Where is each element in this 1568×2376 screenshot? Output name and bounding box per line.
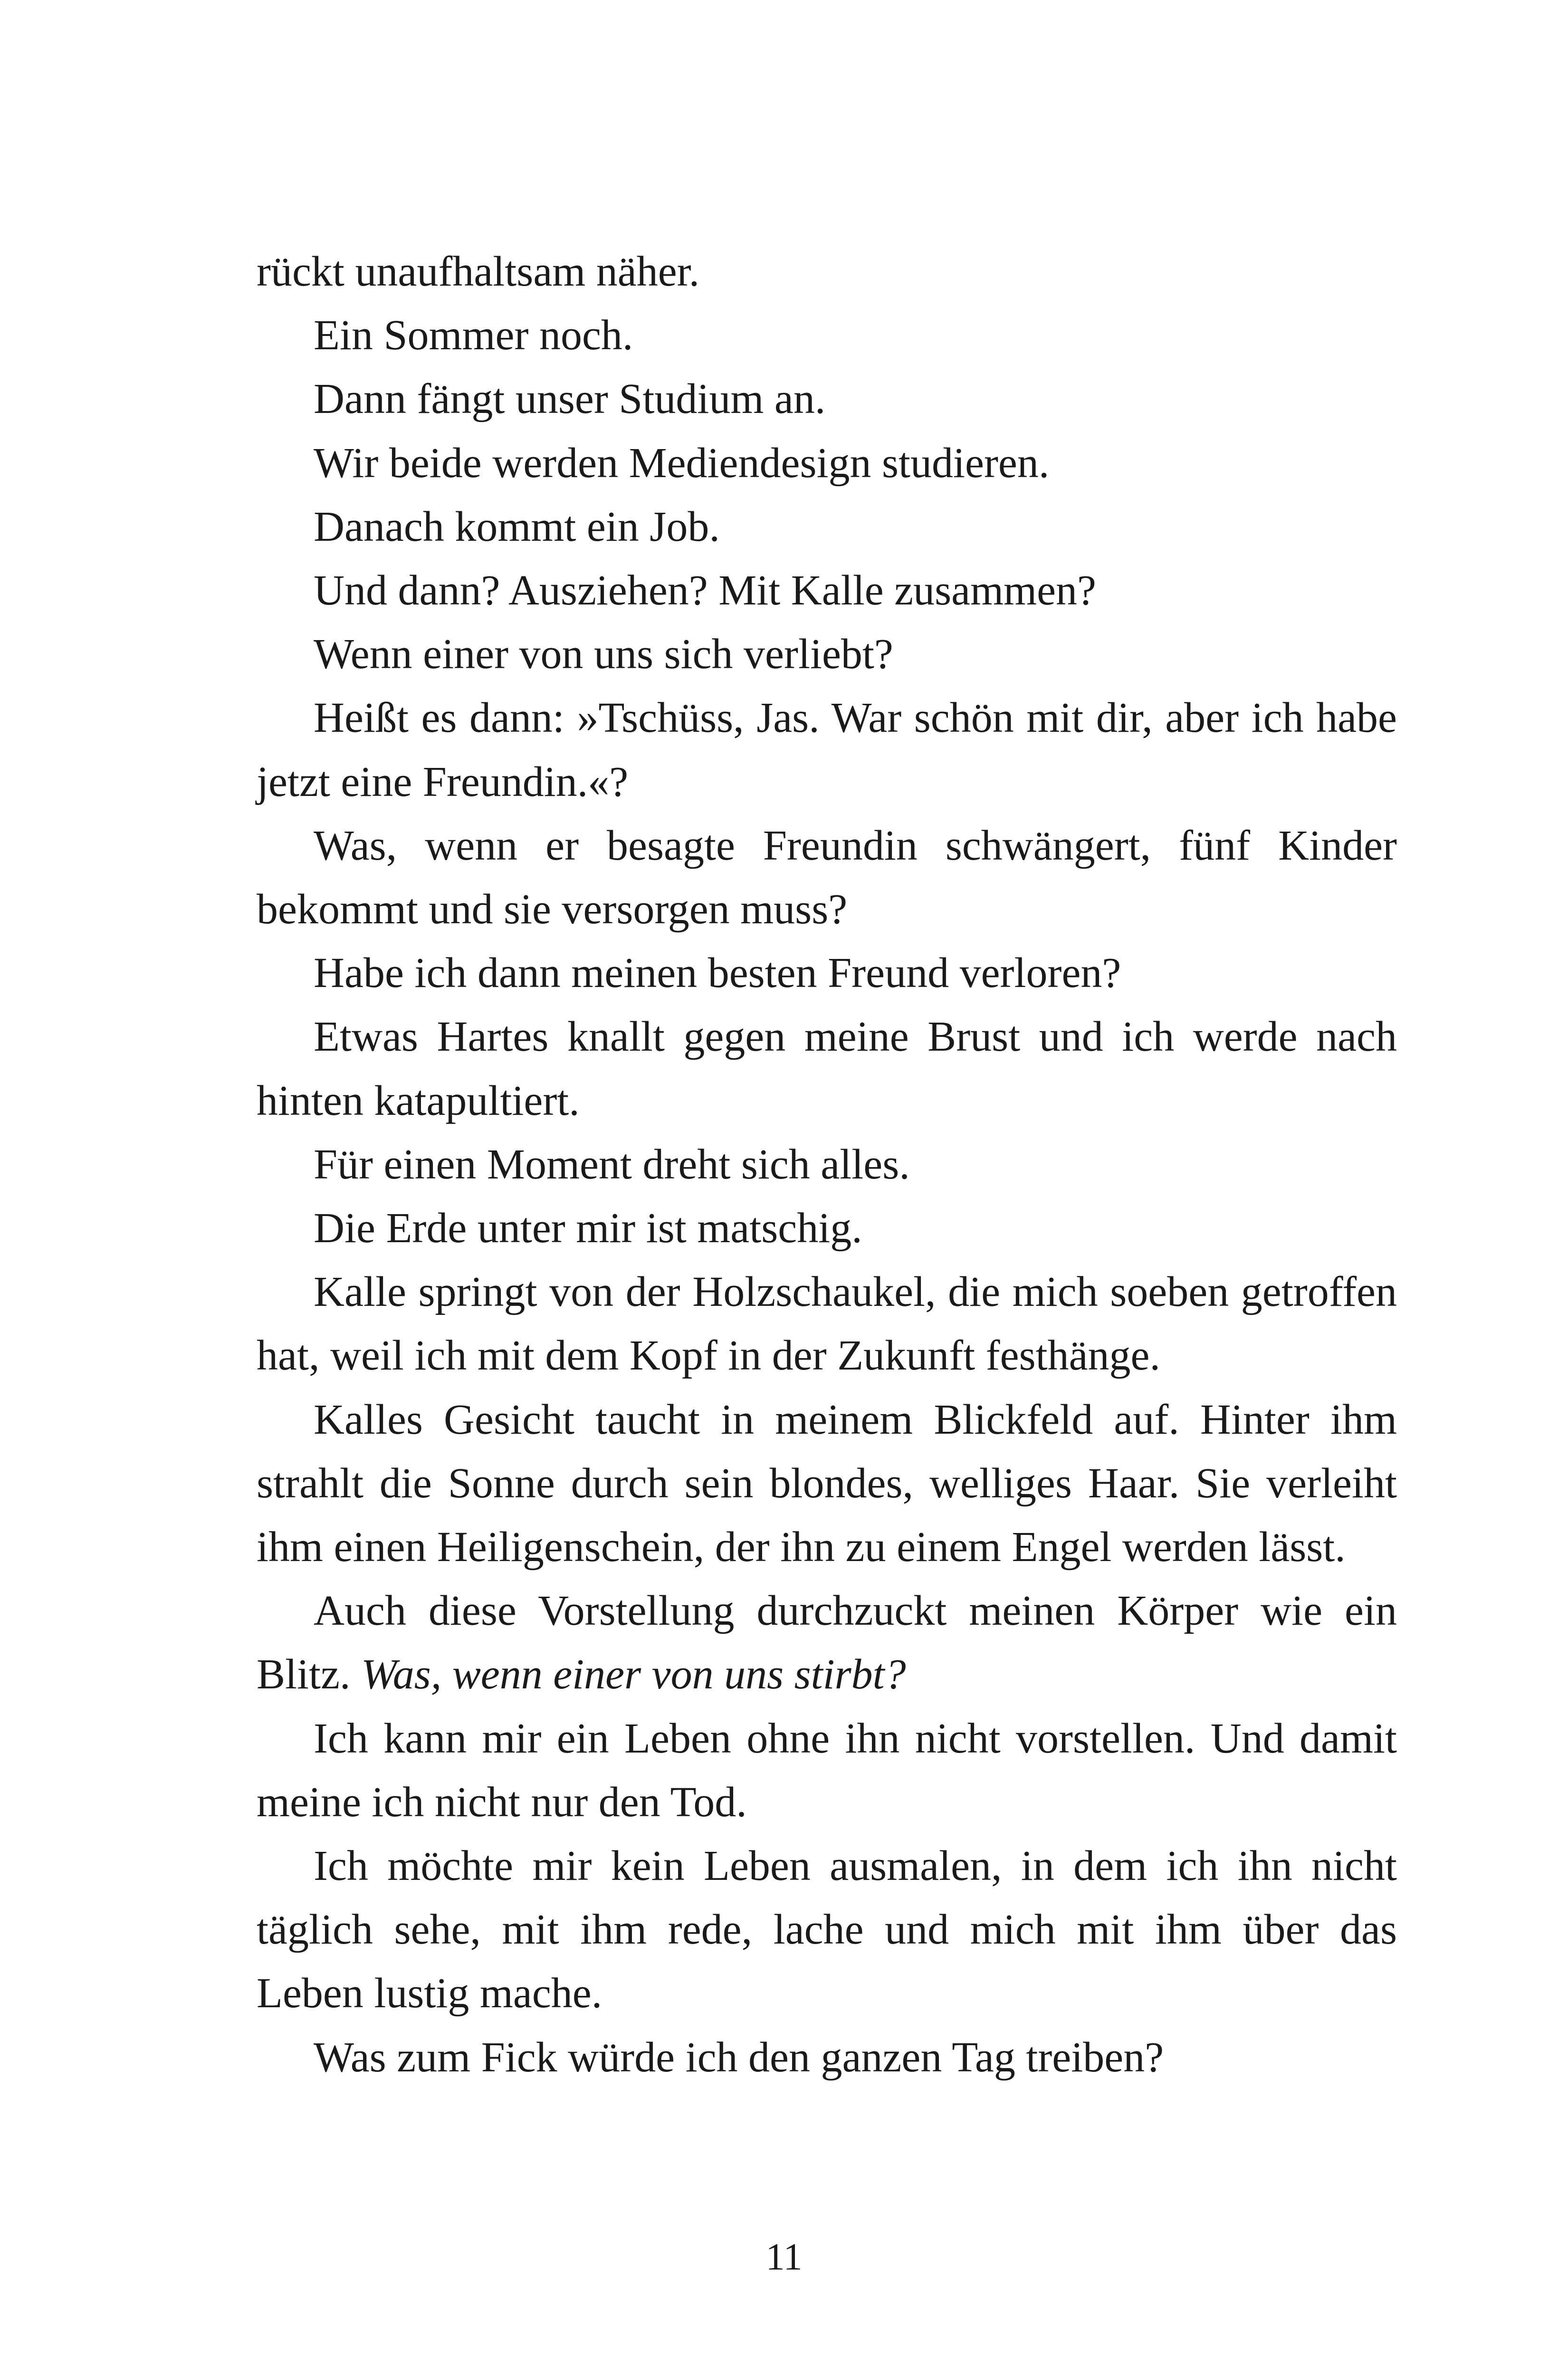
paragraph: Was zum Fick würde ich den ganzen Tag treiben? [314,2033,1164,2081]
paragraph: Ein Sommer noch. [314,312,633,359]
paragraph: Ich möchte mir kein Leben ausmalen, in dem ich ihn nicht täglich sehe, mit ihm rede, lache und mich mit ihm über das Leben lustig mache. [257,1842,1397,2017]
paragraph: Die Erde unter mir ist matschig. [314,1205,862,1252]
paragraph: Ich kann mir ein Leben ohne ihn nicht vorstellen. Und damit meine ich nicht nur den Tod. [257,1715,1397,1826]
paragraph: rückt unaufhaltsam näher. [257,248,700,295]
paragraph: Etwas Hartes knallt gegen meine Brust und ich werde nach hinten katapultiert. [257,1013,1397,1124]
paragraph: Für einen Moment dreht sich alles. [314,1140,910,1188]
paragraph-with-italic [257,1579,1397,1706]
paragraph: Wenn einer von uns sich verliebt? [314,631,893,678]
paragraph: Was, wenn er besagte Freundin schwängert, fünf Kinder bekommt und sie versorgen muss? [257,822,1397,933]
paragraph: Kalles Gesicht taucht in meinem Blickfeld auf. Hinter ihm strahlt die Sonne durch sein blondes, welliges Haar. Sie verleiht ihm einen Heiligenschein, der ihn zu einem Engel werden lässt. [257,1396,1397,1571]
paragraph-text: Auch diese Vorstellung durchzuckt meinen Körper wie ein Blitz. [257,1587,1397,1698]
paragraph: Heißt es dann: »Tschüss, Jas. War schön mit dir, aber ich habe jetzt eine Freundin.«? [257,694,1397,805]
paragraph: Habe ich dann meinen besten Freund verloren? [314,949,1121,997]
body-text [257,240,1397,2089]
italic-thought: Was, wenn einer von uns stirbt? [361,1651,906,1698]
paragraph: Dann fängt unser Studium an. [314,375,826,423]
paragraph: Danach kommt ein Job. [314,503,720,550]
paragraph: Und dann? Ausziehen? Mit Kalle zusammen? [314,567,1096,614]
paragraph: Kalle springt von der Holzschaukel, die mich soeben getroffen hat, weil ich mit dem Kopf in der Zukunft festhänge. [257,1268,1397,1380]
paragraph: Wir beide werden Mediendesign studieren. [314,439,1050,487]
page-number: 11 [765,2236,803,2278]
